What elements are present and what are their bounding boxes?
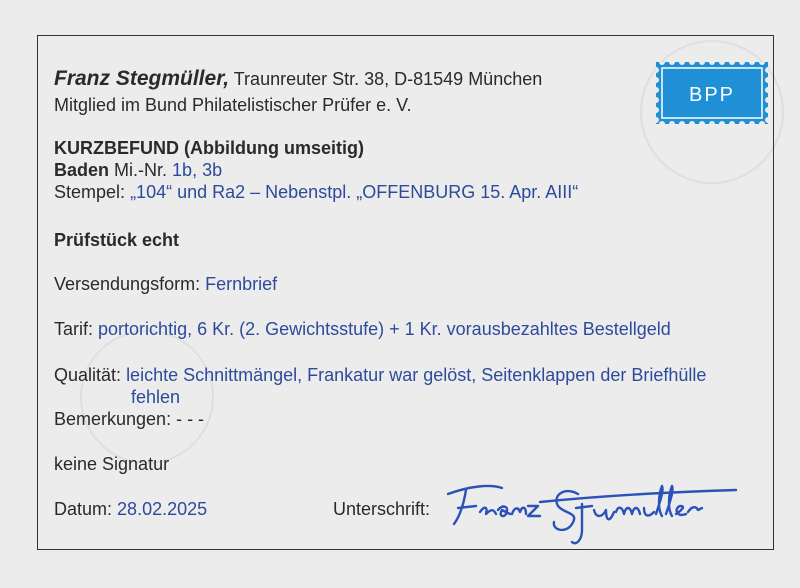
versendungsform-label: Versendungsform: [54,274,201,294]
signatur-status: keine Signatur [54,454,170,474]
country-label: Baden [54,160,110,180]
bpp-logo-text: BPP [688,84,736,106]
datum-value: 28.02.2025 [117,499,208,519]
mi-label: Mi.-Nr. [114,160,168,180]
stempel-label: Stempel: [54,182,126,202]
examiner-name: Franz Stegmüller, [54,67,230,90]
datum-label: Datum: [54,499,113,519]
qualitaet-line [54,364,706,386]
qualitaet-value-1: leichte Schnittmängel, Frankatur war gelöst, Seitenklappen der Briefhülle [126,365,707,385]
tarif-value: portorichtig, 6 Kr. (2. Gewichtsstufe) + 1 Kr. vorausbezahltes Bestellgeld [98,319,671,339]
tarif-line [54,318,671,340]
versendungsform-line [54,273,277,295]
membership: Mitglied im Bund Philatelistischer Prüfer e. V. [54,95,412,115]
bemerkungen: Bemerkungen: - - - [54,409,205,429]
handwritten-signature [440,476,740,550]
datum-line [54,498,207,520]
examiner-address: Traunreuter Str. 38, D-81549 München [233,69,543,89]
result-heading: Prüfstück echt [54,230,180,250]
stempel-line [54,181,578,203]
qualitaet-label: Qualität: [54,365,122,385]
country-line [54,159,222,181]
mi-value: 1b, 3b [172,160,223,180]
versendungsform-value: Fernbrief [205,274,278,294]
unterschrift-label: Unterschrift: [333,499,431,519]
bpp-logo [656,62,768,124]
kurzbefund-heading: KURZBEFUND (Abbildung umseitig) [54,138,364,158]
qualitaet-value-2: fehlen [131,387,181,407]
header-line [54,68,542,90]
tarif-label: Tarif: [54,319,94,339]
stempel-value: „104“ und Ra2 – Nebenstpl. „OFFENBURG 15. Apr. AIII“ [130,182,579,202]
